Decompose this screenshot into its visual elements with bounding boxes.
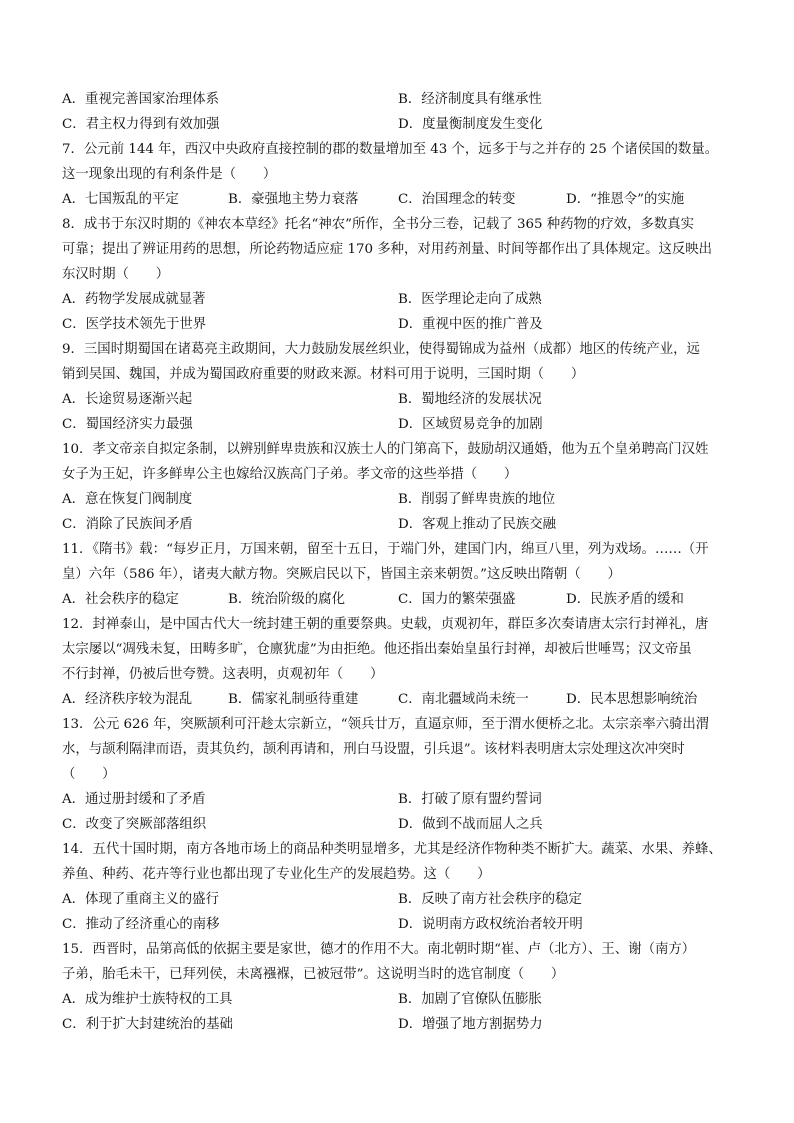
option-A: A．通过册封缓和了矛盾: [62, 792, 206, 807]
option-D: D．客观上推动了民族交融: [398, 517, 557, 532]
options-row: [62, 787, 734, 812]
option-D: D．民族矛盾的缓和: [566, 592, 684, 607]
question-stem-line: 8．成书于东汉时期的《神农本草经》托名“神农”所作，全书分三卷，记载了 365 种药物的疗效，多数真实: [62, 217, 695, 232]
option-C: C．治国理念的转变: [398, 192, 516, 207]
option-A: A．社会秩序的稳定: [62, 592, 179, 607]
question-7: [62, 137, 734, 212]
question-stem-line: 养鱼、种药、花卉等行业也都出现了专业化生产的发展趋势。这（ ）: [62, 867, 491, 882]
option-B: B．反映了南方社会秩序的稳定: [398, 892, 582, 907]
options-row: [62, 587, 734, 612]
option-B: B．医学理论走向了成熟: [398, 292, 542, 307]
question-stem-line: 14．五代十国时期，南方各地市场上的商品种类明显增多，尤其是经济作物种类不断扩大。蔬菜、水果、养蜂、: [62, 842, 722, 857]
option-D: D．做到不战而屈人之兵: [398, 817, 543, 832]
option-C: C．推动了经济重心的南移: [62, 917, 220, 932]
option-A: A．意在恢复门阀制度: [62, 492, 193, 507]
question-stem-line: 东汉时期（ ）: [62, 267, 170, 282]
question-8: [62, 212, 734, 337]
option-B: B．儒家礼制亟待重建: [228, 692, 359, 707]
option-D: D．区域贸易竞争的加剧: [398, 417, 543, 432]
option-B: B．削弱了鲜卑贵族的地位: [398, 492, 556, 507]
question-10: [62, 437, 734, 537]
options-row: [62, 387, 734, 412]
question-stem-line: 女子为王妃，许多鲜卑公主也嫁给汉族高门子弟。孝文帝的这些举措（ ）: [62, 467, 518, 482]
question-stem-line: 销到吴国、魏国，并成为蜀国政府重要的财政来源。材料可用于说明，三国时期（ ）: [62, 367, 585, 382]
option-A: A．经济秩序较为混乱: [62, 692, 193, 707]
option-B: B．蜀地经济的发展状况: [398, 392, 542, 407]
option-D: D．民本思想影响统治: [566, 692, 698, 707]
option-A: A．长途贸易逐渐兴起: [62, 392, 193, 407]
options-row: [62, 412, 734, 437]
question-stem-line: 7．公元前 144 年，西汉中央政府直接控制的郡的数量增加至 43 个，远多于与之并存的 25 个诸侯国的数量。: [62, 142, 719, 157]
options-row: [62, 912, 734, 937]
question-stem-line: 子弟，胎毛未干，已拜列侯，未离襁褓，已被冠带”。这说明当时的选官制度（ ）: [62, 967, 565, 982]
question-stem-line: 皇）六年（586 年），诸夷大献方物。突厥启民以下，皆国主亲来朝贺。”这反映出隋朝（ ）: [62, 567, 621, 582]
option-C: C．南北疆域尚未统一: [398, 692, 529, 707]
option-B: B．加剧了官僚队伍膨胀: [398, 992, 542, 1007]
question-stem-line: 这一现象出现的有利条件是（ ）: [62, 167, 277, 182]
options-row: [62, 812, 734, 837]
option-C: C．消除了民族间矛盾: [62, 517, 193, 532]
question-stem-line: 9．三国时期蜀国在诸葛亮主政期间，大力鼓励发展丝织业，使得蜀锦成为益州（成都）地区的传统产业，远: [62, 342, 700, 357]
question-13: [62, 712, 734, 837]
option-B: B．经济制度具有继承性: [398, 92, 542, 107]
exam-page: [62, 87, 734, 1037]
options-row: [62, 287, 734, 312]
question-stem-line: 15．西晋时，品第高低的依据主要是家世，德才的作用不大。南北朝时期“崔、卢（北方）、王、谢（南方）: [62, 942, 696, 957]
option-A: A．七国叛乱的平定: [62, 192, 179, 207]
option-C: C．医学技术领先于世界: [62, 317, 207, 332]
options-row: [62, 487, 734, 512]
option-A: A．药物学发展成就显著: [62, 292, 206, 307]
option-D: D．度量衡制度发生变化: [398, 117, 543, 132]
question-stem-line: 水，与颉利隔津而语，责其负约，颉利再请和，刑白马设盟，引兵退”。该材料表明唐太宗处理这次冲突时: [62, 742, 685, 757]
option-C: C．利于扩大封建统治的基础: [62, 1017, 233, 1032]
question-15: [62, 937, 734, 1037]
option-C: C．君主权力得到有效加强: [62, 117, 220, 132]
option-C: C．国力的繁荣强盛: [398, 592, 516, 607]
option-B: B．统治阶级的腐化: [228, 592, 345, 607]
option-C: C．改变了突厥部落组织: [62, 817, 207, 832]
options-row: [62, 112, 734, 137]
option-D: D．增强了地方割据势力: [398, 1017, 543, 1032]
question-stem-line: （ ）: [62, 767, 116, 782]
question-continued: [62, 87, 734, 137]
question-11: [62, 537, 734, 612]
option-D: D．“推恩令”的实施: [566, 192, 685, 207]
options-row: [62, 512, 734, 537]
option-D: D．说明南方政权统治者较开明: [398, 917, 583, 932]
question-stem-line: 11．《隋书》载：“每岁正月，万国来朝，留至十五日，于端门外，建国门内，绵亘八里，列为戏场。……（开: [62, 542, 709, 557]
question-14: [62, 837, 734, 937]
options-row: [62, 1012, 734, 1037]
options-row: [62, 312, 734, 337]
question-12: [62, 612, 734, 712]
option-C: C．蜀国经济实力最强: [62, 417, 193, 432]
option-B: B．打破了原有盟约誓词: [398, 792, 542, 807]
question-stem-line: 太宗屡以“凋残未复，田畴多旷，仓廪犹虚”为由拒绝。他还指出秦始皇虽行封禅，却被后世唾骂；汉文帝虽: [62, 642, 692, 657]
options-row: [62, 687, 734, 712]
option-A: A．重视完善国家治理体系: [62, 92, 219, 107]
question-stem-line: 13．公元 626 年，突厥颉利可汗趁太宗新立，“领兵廿万，直逼京师，至于渭水便桥之北。太宗亲率六骑出渭: [62, 717, 710, 732]
question-stem-line: 10．孝文帝亲自拟定条制，以辨别鲜卑贵族和汉族士人的门第高下，鼓励胡汉通婚，他为五个皇弟聘高门汉姓: [62, 442, 709, 457]
options-row: [62, 987, 734, 1012]
question-stem-line: 不行封禅，仍被后世夸赞。这表明，贞观初年（ ）: [62, 667, 384, 682]
option-A: A．体现了重商主义的盛行: [62, 892, 219, 907]
question-stem-line: 12．封禅泰山，是中国古代大一统封建王朝的重要祭典。史载，贞观初年，群臣多次奏请唐太宗行封禅礼，唐: [62, 617, 709, 632]
question-9: [62, 337, 734, 437]
options-row: [62, 887, 734, 912]
question-stem-line: 可靠；提出了辨证用药的思想，所论药物适应症 170 多种，对用药剂量、时间等都作出了具体规定。这反映出: [62, 242, 713, 257]
options-row: [62, 87, 734, 112]
option-B: B．豪强地主势力衰落: [228, 192, 359, 207]
options-row: [62, 187, 734, 212]
option-D: D．重视中医的推广普及: [398, 317, 543, 332]
option-A: A．成为维护士族特权的工具: [62, 992, 233, 1007]
